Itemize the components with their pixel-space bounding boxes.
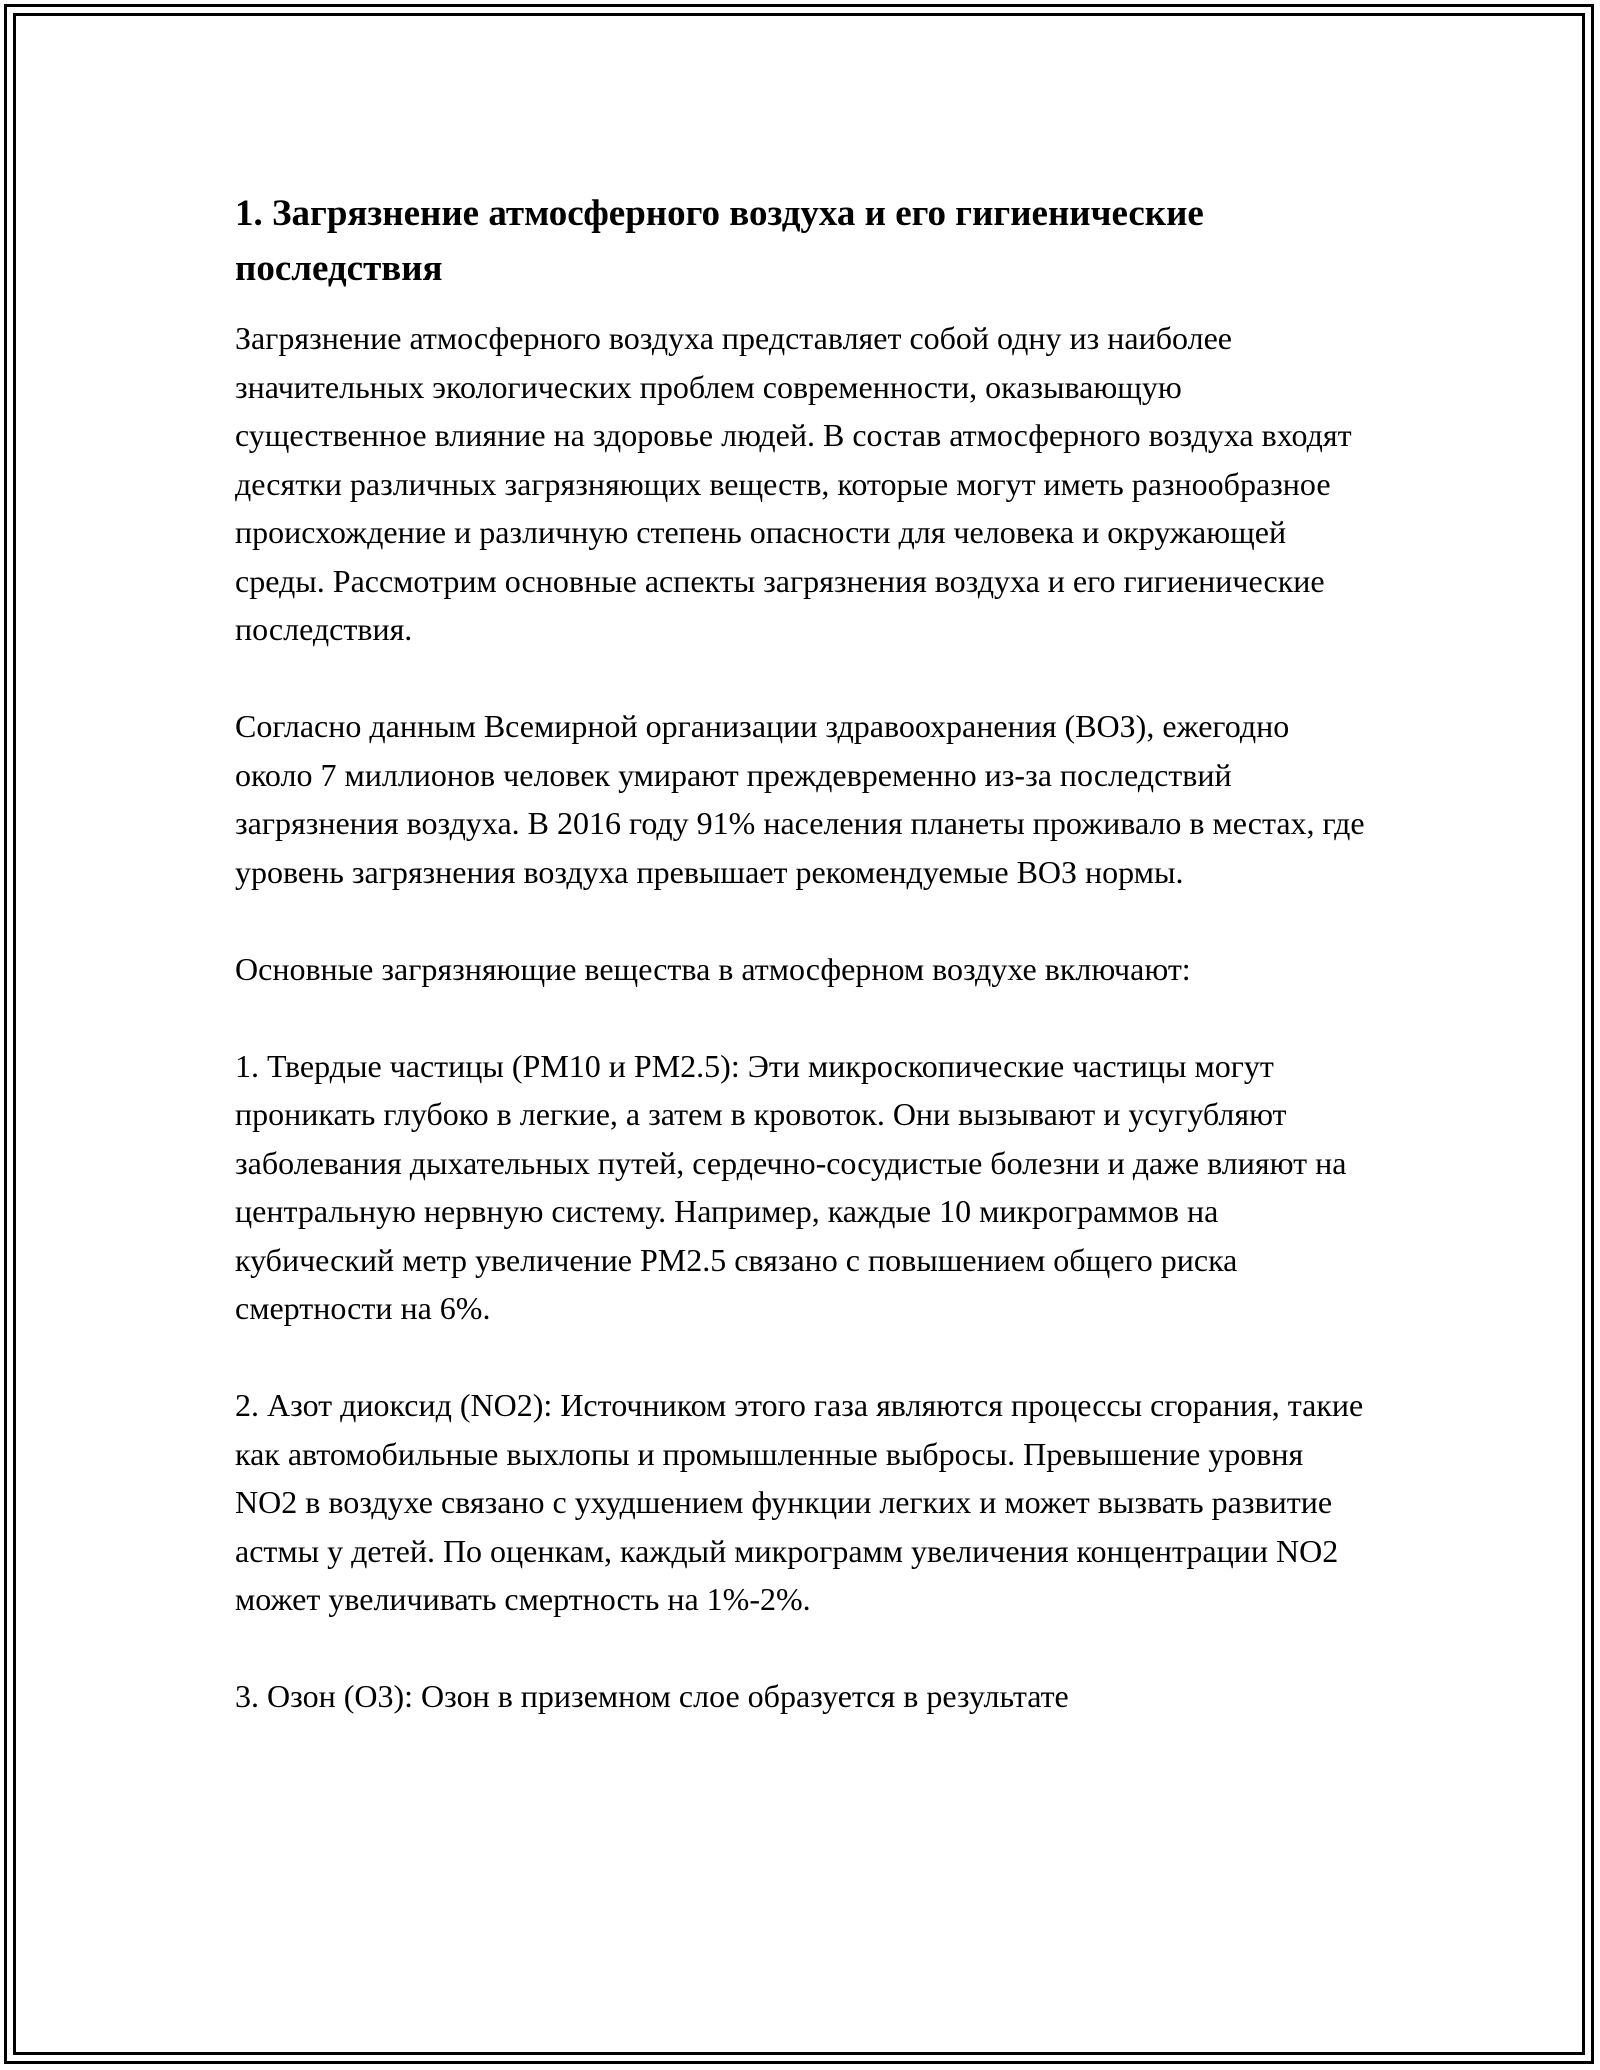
list-item-ozone: 3. Озон (O3): Озон в приземном слое образуется в результате <box>235 1678 1069 1714</box>
paragraph-intro: Загрязнение атмосферного воздуха представляет собой одну из наиболее значительных экологических проблем современности, оказывающую существенное влияние на здоровье людей. В состав атмосферного воздуха входят десятки различных загрязняющих веществ, которые могут иметь разнообразное происхождение и различную степень опасности для человека и окружающей среды. Рассмотрим основные аспекты загрязнения воздуха и его гигиенические последствия. <box>235 320 1352 647</box>
document-body <box>235 186 1370 1769</box>
paragraph-who-stats: Согласно данным Всемирной организации здравоохранения (ВОЗ), ежегодно около 7 миллионов человек умирают преждевременно из-за последствий загрязнения воздуха. В 2016 году 91% населения планеты проживало в местах, где уровень загрязнения воздуха превышает рекомендуемые ВОЗ нормы. <box>235 708 1365 890</box>
list-item-nitrogen-dioxide: 2. Азот диоксид (NO2): Источником этого газа являются процессы сгорания, такие как автомобильные выхлопы и промышленные выбросы. Превышение уровня NO2 в воздухе связано с ухудшением функции легких и может вызвать развитие астмы у детей. По оценкам, каждый микрограмм увеличения концентрации NO2 может увеличивать смертность на 1%-2%. <box>235 1387 1364 1617</box>
section-title: 1. Загрязнение атмосферного воздуха и его гигиенические последствия <box>235 193 1204 289</box>
list-item-particulate-matter: 1. Твердые частицы (PM10 и PM2.5): Эти микроскопические частицы могут проникать глубоко в легкие, а затем в кровоток. Они вызывают и усугубляют заболевания дыхательных путей, сердечно-сосудистые болезни и даже влияют на центральную нервную систему. Например, каждые 10 микрограммов на кубический метр увеличение PM2.5 связано с повышением общего риска смертности на 6%. <box>235 1047 1347 1326</box>
paragraph-pollutants-intro: Основные загрязняющие вещества в атмосферном воздухе включают: <box>235 950 1191 987</box>
